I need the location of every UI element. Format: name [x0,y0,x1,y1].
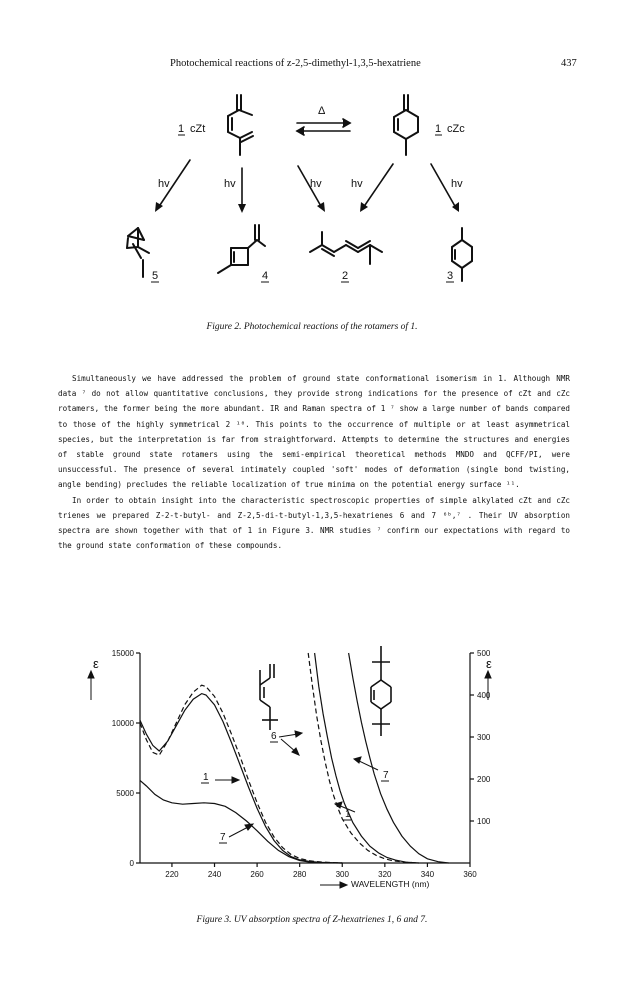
curve-label-1-right: 1 [345,809,351,820]
hv-label-5: hv [451,178,463,190]
y-left-tick-label: 15000 [111,649,134,658]
series-7-right-curve [349,653,449,863]
left-axis-epsilon: ε [93,656,99,671]
x-tick-label: 320 [378,870,392,879]
body-text [58,371,570,553]
y-right-tick-label: 500 [477,649,491,658]
figure-3-chart [0,640,624,910]
product-4-structure [218,225,265,273]
equilibrium-arrows [297,119,350,135]
x-tick-label: 260 [250,870,264,879]
rotamer-czt-label: cZt [190,123,206,135]
series-6-left-curve [140,685,342,863]
series-1-right-curve [308,653,419,863]
photoreaction-arrows [158,160,456,208]
figure-3-caption: Figure 3. UV absorption spectra of Z-hexatrienes 1, 6 and 7. [196,915,428,925]
series-1-left-curve [140,694,342,863]
figure-2-scheme [0,80,624,320]
rotamer-czt-number: 1 [178,123,185,135]
y-right-tick-label: 400 [477,691,491,700]
x-tick-label: 220 [165,870,179,879]
series-6-right-curve [315,653,419,863]
rotamer-czc-number: 1 [435,123,442,135]
hv-label-2: hv [224,178,236,190]
x-axis-label: WAVELENGTH (nm) [351,879,430,889]
hv-label-4: hv [351,178,363,190]
product-3-label: 3 [447,270,454,282]
rotamer-czt-structure [228,95,253,155]
hv-label-3: hv [310,178,322,190]
x-tick-label: 360 [463,870,477,879]
page-number: 437 [561,58,577,69]
paragraph-2: In order to obtain insight into the characteristic spectroscopic properties of simple alkylated cZt and cZc trienes we prepared Z-2-t-butyl- and Z-2,5-di-t-butyl-1,3,5-hexatrienes 6 and 7 ⁶ᵇ,⁷ . Their UV absorption spectra are shown together with that of 1 in Figure 3. NMR studies ⁷ confirm our expectations with regard to the ground state conformation of these compounds. [58,495,570,551]
x-tick-label: 240 [207,870,222,879]
product-2-label: 2 [342,270,349,282]
product-5-label: 5 [152,270,159,282]
paragraph-1: Simultaneously we have addressed the problem of ground state conformational isomerism in 1. Although NMR data ⁷ do not allow quantitative conclusions, they provide strong indications for the presence of cZt and cZc rotamers, the former being the more abundant. IR and Raman spectra of 1 ⁷ show a large number of bands compared to those of the highly symmetrical 2 ¹⁰. This points to the occurrence of multiple or at least asymmetrical species, but the interpretation is far from straightforward. Attempts to determine the structures and energies of stable ground state rotamers using the semi-empirical theoretical methods MNDO and QCFF/PI, were unsuccessful. The presence of several intimately coupled 'soft' modes of deformation (single bond twisting, angle bending) precludes the reliable localization of true minima on the potential energy surface ¹¹. [58,374,570,490]
y-left-tick-label: 5000 [116,789,134,798]
heat-symbol: Δ [318,105,326,117]
product-3-structure [452,228,472,281]
curve-label-6: 6 [271,731,277,742]
product-4-label: 4 [262,270,269,282]
x-tick-label: 300 [335,870,349,879]
y-right-tick-label: 100 [477,817,491,826]
product-2-structure [310,232,382,264]
hv-label-1: hv [158,178,170,190]
curve-label-1: 1 [203,772,209,783]
product-5-structure [127,228,149,277]
y-left-tick-label: 0 [129,859,134,868]
x-tick-label: 340 [420,870,435,879]
y-right-tick-label: 200 [477,775,491,784]
running-title: Photochemical reactions of z-2,5-dimethyl-1,3,5-hexatriene [170,58,421,69]
rotamer-czc-structure [394,95,418,155]
curve-label-7-right: 7 [383,770,389,781]
y-left-tick-label: 10000 [111,719,134,728]
curve-label-7: 7 [220,832,226,843]
molecule-6-structure [260,664,278,730]
molecule-7-structure [371,646,391,736]
right-axis-epsilon: ε [486,656,492,671]
figure-2-caption: Figure 2. Photochemical reactions of the rotamers of 1. [206,322,418,332]
series-7-left-curve [140,780,342,863]
rotamer-czc-label: cZc [447,123,465,135]
y-right-tick-label: 300 [477,733,491,742]
x-tick-label: 280 [292,870,307,879]
